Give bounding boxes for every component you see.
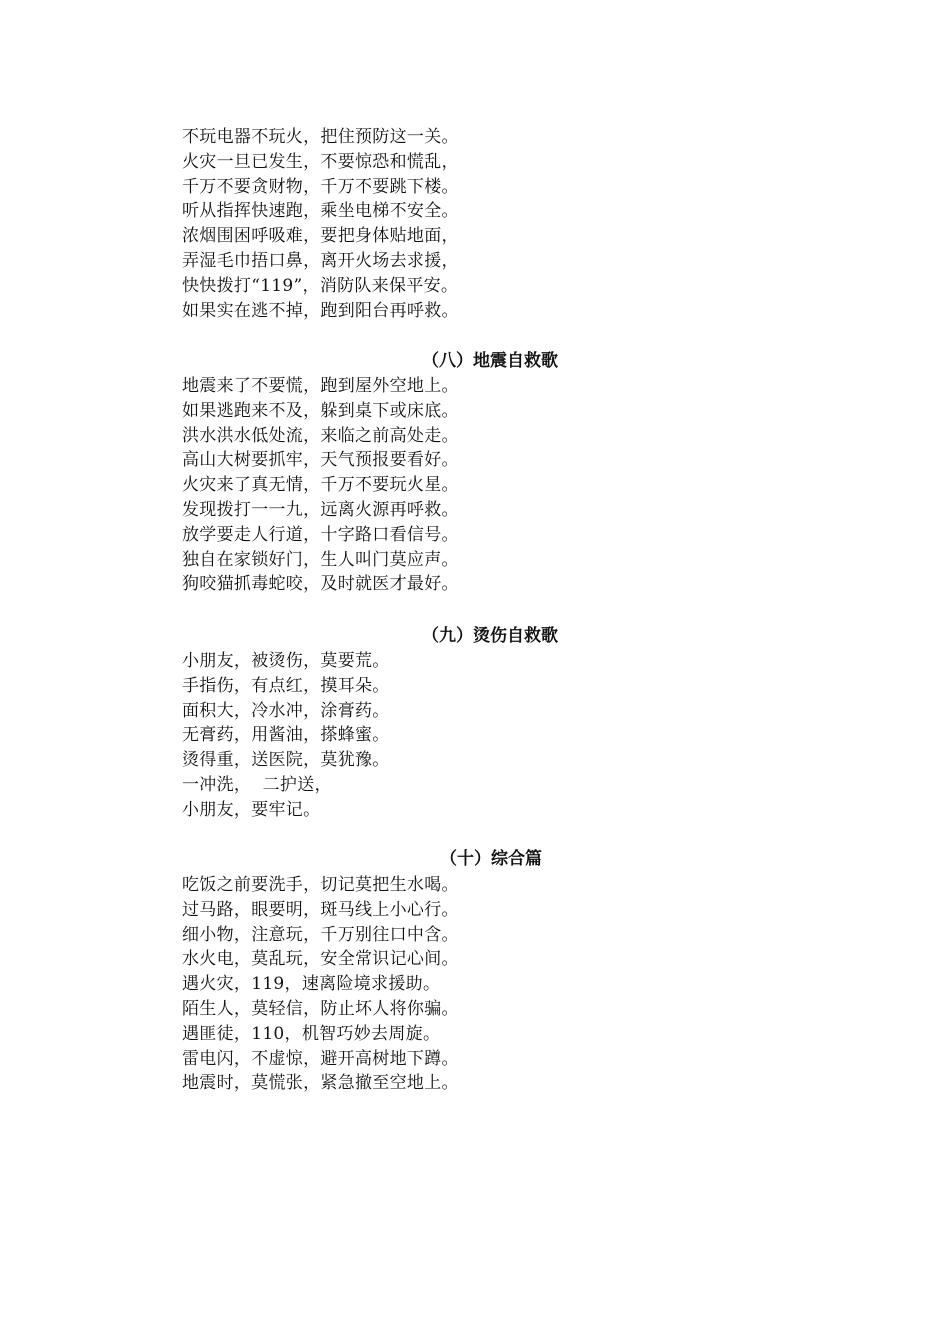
verse-line: 听从指挥快速跑，乘坐电梯不安全。 [182, 201, 459, 222]
verse-line: 面积大，冷水冲，涂膏药。 [182, 700, 390, 721]
verse-line: 浓烟围困呼吸难，要把身体贴地面， [182, 226, 459, 247]
verse-line: 水火电，莫乱玩，安全常识记心间。 [182, 949, 459, 970]
verse-line: 火灾一旦已发生，不要惊恐和慌乱， [182, 151, 459, 172]
verse-line: 过马路，眼要明，斑马线上小心行。 [182, 899, 459, 920]
verse-line: 无膏药，用酱油，搽蜂蜜。 [182, 725, 390, 746]
verse-line: 不玩电器不玩火，把住预防这一关。 [182, 127, 459, 147]
verse-line: 遇匪徒，110，机智巧妙去周旋。 [182, 1023, 441, 1044]
verse-line: 烫得重，送医院，莫犹豫。 [182, 750, 390, 771]
verse-line: 发现拨打一一九，远离火源再呼救。 [182, 499, 459, 520]
verse-line: 小朋友，被烫伤，莫要荒。 [182, 651, 390, 671]
verse-line: 手指伤，有点红，摸耳朵。 [182, 675, 390, 696]
fire-safety-verse [182, 125, 459, 323]
verse-line: 洪水洪水低处流，来临之前高处走。 [182, 425, 459, 446]
verse-line: 放学要走人行道，十字路口看信号。 [182, 524, 459, 545]
section-8-title: （八）地震自救歌 [422, 351, 558, 371]
verse-line: 独自在家锁好门，生人叫门莫应声。 [182, 549, 459, 570]
verse-line: 一冲洗， 二护送， [182, 774, 332, 795]
verse-line: 快快拨打“119”，消防队来保平安。 [182, 275, 459, 296]
verse-line: 遇火灾，119，速离险境求援助。 [182, 974, 441, 995]
verse-line: 小朋友，要牢记。 [182, 799, 321, 820]
verse-line: 火灾来了真无情，千万不要玩火星。 [182, 475, 459, 496]
verse-line: 如果逃跑来不及，躲到桌下或床底。 [182, 400, 459, 421]
verse-line: 细小物，注意玩，千万别往口中含。 [182, 924, 459, 945]
general-safety-verse [182, 873, 459, 1096]
verse-line: 高山大树要抓牢，天气预报要看好。 [182, 450, 459, 471]
verse-line: 狗咬猫抓毒蛇咬，及时就医才最好。 [182, 574, 459, 595]
verse-line: 陌生人，莫轻信，防止坏人将你骗。 [182, 998, 459, 1019]
burn-verse [182, 649, 390, 823]
verse-line: 吃饭之前要洗手，切记莫把生水喝。 [182, 875, 459, 895]
verse-line: 弄湿毛巾捂口鼻，离开火场去求援， [182, 250, 459, 271]
verse-line: 地震时，莫慌张，紧急撤至空地上。 [182, 1073, 459, 1094]
section-9-title: （九）烫伤自救歌 [422, 626, 558, 646]
earthquake-verse [182, 374, 459, 597]
verse-line: 千万不要贪财物，千万不要跳下楼。 [182, 176, 459, 197]
verse-line: 如果实在逃不掉，跑到阳台再呼救。 [182, 300, 459, 321]
verse-line: 地震来了不要慌，跑到屋外空地上。 [182, 376, 459, 396]
section-10-title: （十）综合篇 [440, 849, 542, 869]
verse-line: 雷电闪，不虚惊，避开高树地下蹲。 [182, 1048, 459, 1069]
